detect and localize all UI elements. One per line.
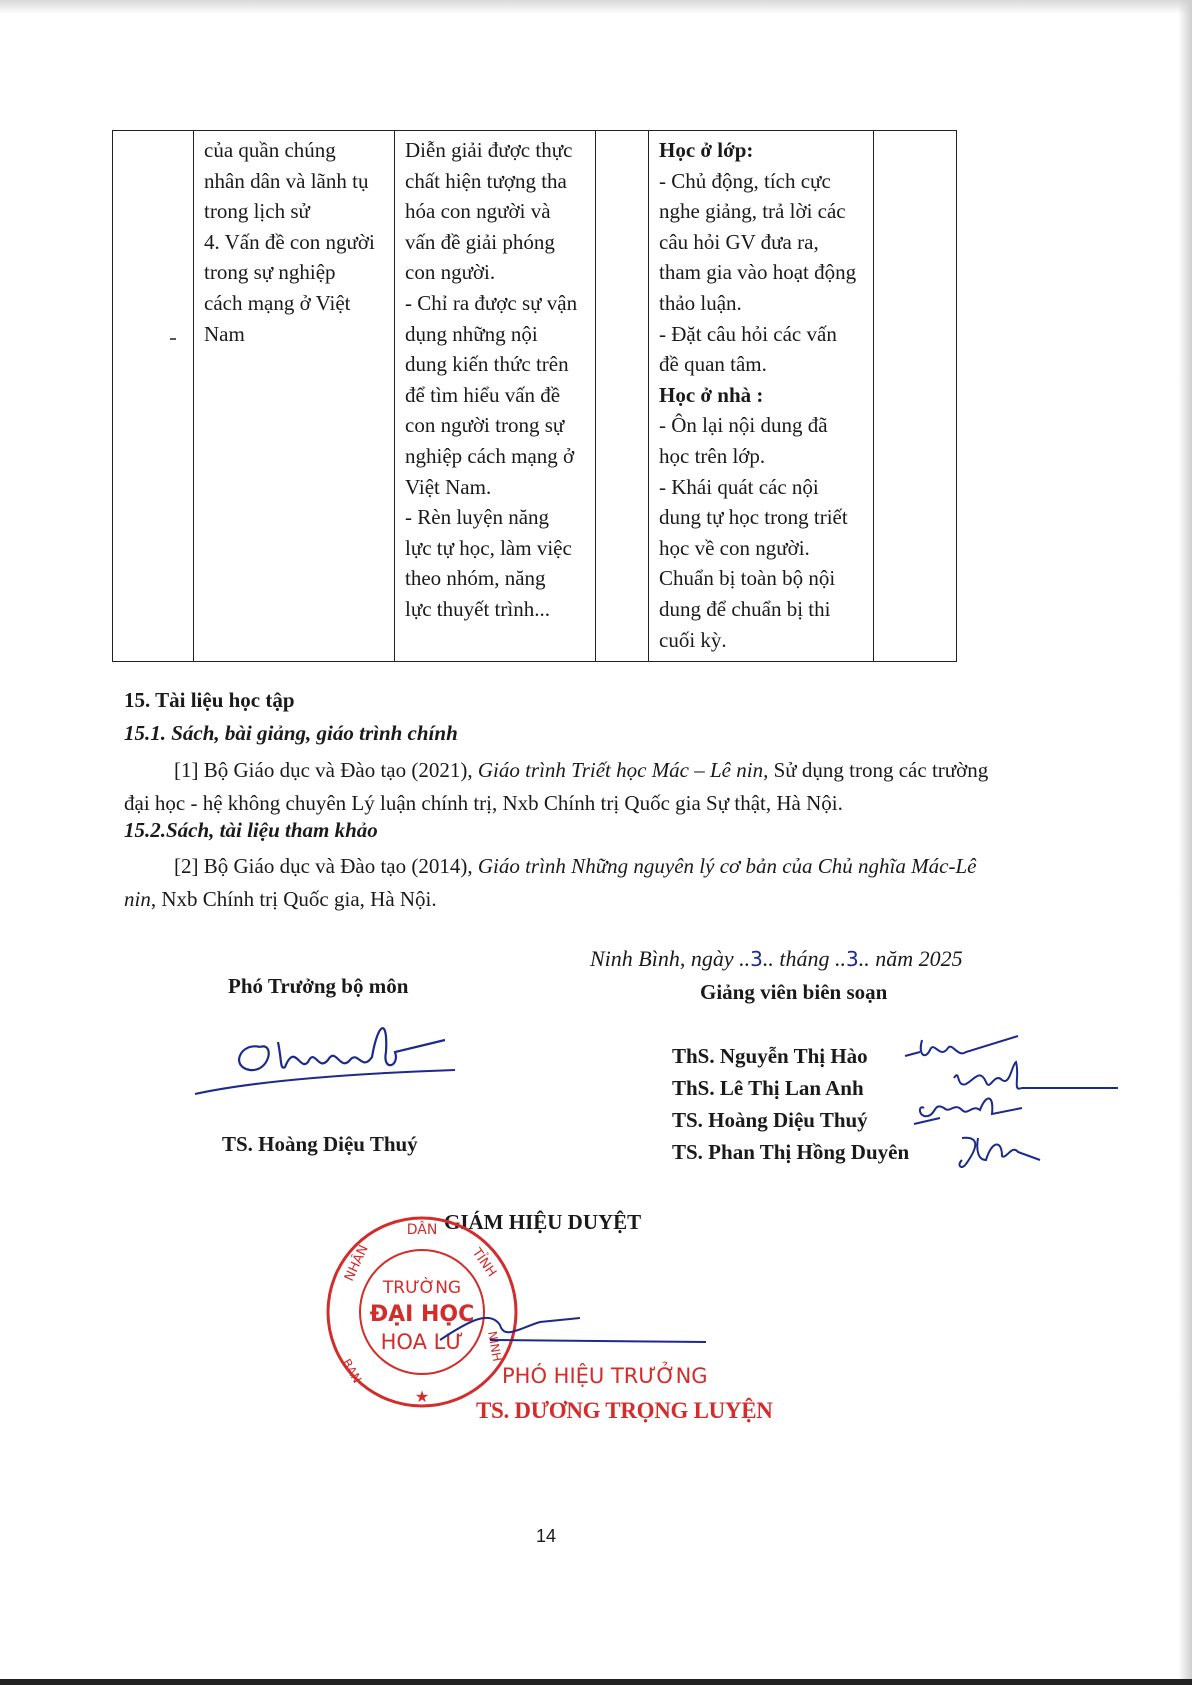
table-line: - Chỉ ra được sự vận — [405, 290, 578, 315]
table-line: trong lịch sử — [204, 199, 310, 224]
reference-1-title: Giáo trình Triết học Mác – Lê nin, — [477, 758, 769, 782]
deputy-head-title: Phó Trưởng bộ môn — [228, 974, 409, 998]
svg-text:DÂN: DÂN — [406, 1222, 438, 1238]
date-mid: .. tháng .. — [762, 946, 846, 971]
table-line: - Ôn lại nội dung đã — [659, 413, 828, 438]
reference-2-prefix: [2] Bộ Giáo dục và Đào tạo (2014), — [174, 854, 478, 878]
vice-rector-name: TS. DƯƠNG TRỌNG LUYỆN — [476, 1398, 773, 1423]
date-day: 3 — [750, 947, 763, 971]
table-line: thảo luận. — [659, 290, 742, 315]
table-line: Nam — [204, 321, 245, 346]
table-line: dung tự học trong triết — [659, 505, 848, 530]
table-line: đề quan tâm. — [659, 352, 767, 377]
home-heading: Học ở nhà : — [659, 382, 764, 407]
table-row — [113, 131, 957, 662]
reference-1-suffix: Sử dụng trong các trường đại học - hệ không chuyên Lý luận chính trị, Nxb Chính trị Quốc gia Sự thật, Hà Nội. — [124, 758, 989, 815]
svg-text:TỈNH: TỈNH — [468, 1245, 499, 1280]
approval-title: GIÁM HIỆU DUYỆT — [444, 1210, 642, 1234]
date-month: 3 — [845, 947, 859, 971]
scan-edge-right — [1178, 0, 1192, 1685]
date-prefix: Ninh Bình, ngày .. — [590, 946, 751, 971]
class-heading: Học ở lớp: — [659, 138, 754, 162]
table-line: theo nhóm, năng — [405, 566, 546, 591]
table-line: để tìm hiểu vấn đề — [405, 382, 561, 407]
table-line: cuối kỳ. — [659, 627, 727, 652]
table-line: dung để chuẩn bị thi — [659, 596, 831, 621]
lecturers-title: Giảng viên biên soạn — [700, 980, 888, 1004]
table-line: cách mạng ở Việt — [204, 290, 351, 315]
table-line: dụng những nội — [405, 321, 538, 346]
table-line: Chuẩn bị toàn bộ nội — [659, 566, 836, 591]
table-line: con người trong sự — [405, 413, 565, 438]
reference-2-title: Giáo trình Những nguyên lý cơ bản của Chủ nghĩa Mác-Lê nin — [124, 854, 977, 911]
table-cell-empty — [113, 131, 194, 662]
author-name: ThS. Lê Thị Lan Anh — [672, 1076, 864, 1100]
signature-author-3 — [910, 1088, 1030, 1128]
table-line: - Đặt câu hỏi các vấn — [659, 321, 837, 346]
references-subtitle-extra: 15.2.Sách, tài liệu tham khảo — [124, 818, 378, 842]
table-line: Diễn giải được thực — [405, 138, 573, 162]
table-line: trong sự nghiệp — [204, 260, 336, 285]
table-line: của quần chúng — [204, 138, 336, 162]
signature-vice-rector — [430, 1300, 710, 1363]
author-name: TS. Phan Thị Hồng Duyên — [672, 1140, 910, 1164]
seal-line-1: TRƯỜNG — [382, 1278, 462, 1298]
table-line: - Khái quát các nội — [659, 474, 819, 499]
svg-text:BAN: BAN — [339, 1356, 365, 1386]
table-line: vấn đề giải phóng — [405, 229, 555, 254]
table-line: - Chủ động, tích cực — [659, 168, 831, 193]
reference-1 — [124, 754, 994, 820]
table-line: Việt Nam. — [405, 474, 492, 499]
table-line: con người. — [405, 260, 496, 285]
table-line: chất hiện tượng tha — [405, 168, 567, 193]
table-line: học về con người. — [659, 535, 810, 560]
authors-list — [672, 1040, 909, 1168]
scan-edge-top — [0, 0, 1192, 14]
scan-edge-bottom — [0, 1679, 1192, 1685]
signature-author-4 — [952, 1130, 1042, 1174]
deputy-head-name: TS. Hoàng Diệu Thuý — [222, 1132, 418, 1156]
table-line: dung kiến thức trên — [405, 352, 569, 377]
table-line: nhân dân và lãnh tụ — [204, 168, 369, 193]
svg-text:★: ★ — [414, 1389, 430, 1406]
table-line: - Rèn luyện năng — [405, 505, 550, 530]
table-cell-empty — [874, 131, 957, 662]
reference-2-suffix: , Nxb Chính trị Quốc gia, Hà Nội. — [150, 887, 437, 911]
author-name: TS. Hoàng Diệu Thuý — [672, 1108, 868, 1132]
table-line: học trên lớp. — [659, 443, 766, 468]
table-cell-content — [194, 131, 395, 662]
table-line: nghe giảng, trả lời các — [659, 199, 846, 224]
svg-text:NHÂN: NHÂN — [342, 1242, 372, 1284]
table-cell-objectives — [395, 131, 596, 662]
table-line: hóa con người và — [405, 199, 551, 224]
reference-2 — [124, 850, 994, 916]
table-line: 4. Vấn đề con người — [204, 229, 375, 254]
table-line: lực thuyết trình... — [405, 596, 550, 621]
table-line: câu hỏi GV đưa ra, — [659, 229, 819, 254]
references-subtitle-main: 15.1. Sách, bài giảng, giáo trình chính — [124, 721, 458, 745]
page-number: 14 — [536, 1526, 557, 1546]
syllabus-table — [112, 130, 957, 662]
table-cell-activities — [649, 131, 874, 662]
seal-line-2: ĐẠI HỌC — [369, 1302, 475, 1327]
date-line — [590, 946, 963, 972]
table-cell-empty — [596, 131, 649, 662]
table-line: tham gia vào hoạt động — [659, 260, 857, 285]
svg-text:NINH: NINH — [485, 1330, 505, 1363]
references-title: 15. Tài liệu học tập — [124, 688, 295, 712]
table-line: nghiệp cách mạng ở — [405, 443, 575, 468]
pen-mark — [170, 338, 176, 340]
signature-left — [190, 1012, 460, 1102]
reference-1-prefix: [1] Bộ Giáo dục và Đào tạo (2021), — [174, 758, 478, 782]
vice-rector-title: PHÓ HIỆU TRƯỞNG — [502, 1364, 708, 1388]
date-suffix: .. năm 2025 — [858, 946, 963, 971]
table-line: lực tự học, làm việc — [405, 535, 572, 560]
seal-line-3: HOA LƯ — [380, 1330, 464, 1354]
author-name: ThS. Nguyễn Thị Hào — [672, 1044, 868, 1068]
